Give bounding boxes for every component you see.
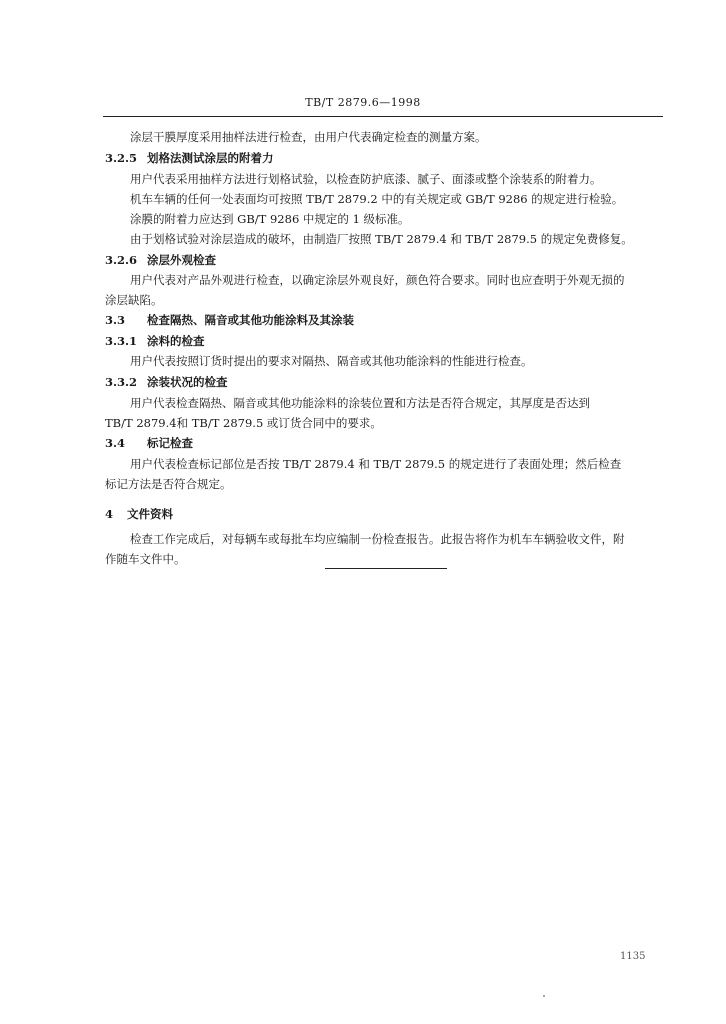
section-title: 文件资料 — [127, 507, 173, 521]
section-number: 3.2.6 — [105, 253, 138, 267]
end-of-document-rule — [325, 568, 447, 569]
paragraph-line: 涂层缺陷。 — [105, 293, 163, 307]
section-number: 4 — [105, 507, 114, 521]
page-number: 1135 — [620, 951, 646, 962]
section-title: 涂层外观检查 — [147, 253, 216, 267]
section-heading-3-3-1 — [105, 333, 205, 349]
running-header: TB/T 2879.6—1998 — [305, 96, 421, 109]
section-heading-4 — [105, 506, 173, 522]
paragraph-line: 由于划格试验对涂层造成的破坏，由制造厂按照 TB/T 2879.4 和 TB/T 2879.5 的规定免费修复。 — [130, 232, 633, 246]
section-number: 3.4 — [105, 436, 126, 450]
section-number: 3.3 — [105, 313, 126, 327]
paragraph-line: TB/T 2879.4和 TB/T 2879.5 或订货合同中的要求。 — [105, 416, 382, 430]
paragraph-line: 涂膜的附着力应达到 GB/T 9286 中规定的 1 级标准。 — [130, 212, 410, 226]
paragraph-line: 用户代表检查标记部位是否按 TB/T 2879.4 和 TB/T 2879.5 的规定进行了表面处理；然后检查 — [130, 457, 622, 471]
paragraph-line: 用户代表对产品外观进行检查，以确定涂层外观良好，颜色符合要求。同时也应查明于外观无损的 — [130, 273, 625, 287]
section-number: 3.3.1 — [105, 334, 138, 348]
paragraph-line: 检查工作完成后，对每辆车或每批车均应编制一份检查报告。此报告将作为机车车辆验收文件，附 — [130, 532, 625, 546]
header-rule — [103, 116, 663, 117]
paragraph-line: 标记方法是否符合规定。 — [105, 477, 232, 491]
section-heading-3-4 — [105, 435, 193, 451]
section-heading-3-3 — [105, 312, 354, 328]
section-title: 涂料的检查 — [147, 334, 205, 348]
section-title: 涂装状况的检查 — [147, 375, 228, 389]
section-heading-3-3-2 — [105, 374, 228, 390]
section-heading-3-2-5 — [105, 150, 274, 166]
paragraph-line: 涂层干膜厚度采用抽样法进行检查，由用户代表确定检查的测量方案。 — [130, 130, 487, 144]
section-title: 检查隔热、隔音或其他功能涂料及其涂装 — [147, 313, 354, 327]
section-title: 标记检查 — [147, 436, 193, 450]
paragraph-line: 用户代表采用抽样方法进行划格试验，以检查防护底漆、腻子、面漆或整个涂装系的附着力。 — [130, 172, 602, 186]
paragraph-line: 机车车辆的任何一处表面均可按照 TB/T 2879.2 中的有关规定或 GB/T 9286 的规定进行检验。 — [130, 192, 624, 206]
section-heading-3-2-6 — [105, 252, 216, 268]
paragraph-line: 用户代表按照订货时提出的要求对隔热、隔音或其他功能涂料的性能进行检查。 — [130, 354, 533, 368]
paragraph-line: 用户代表检查隔热、隔音或其他功能涂料的涂装位置和方法是否符合规定，其厚度是否达到 — [130, 396, 590, 410]
section-number: 3.3.2 — [105, 375, 138, 389]
paragraph-line: 作随车文件中。 — [105, 552, 186, 566]
section-title: 划格法测试涂层的附着力 — [147, 151, 274, 165]
scan-speck — [543, 995, 545, 997]
section-number: 3.2.5 — [105, 151, 138, 165]
